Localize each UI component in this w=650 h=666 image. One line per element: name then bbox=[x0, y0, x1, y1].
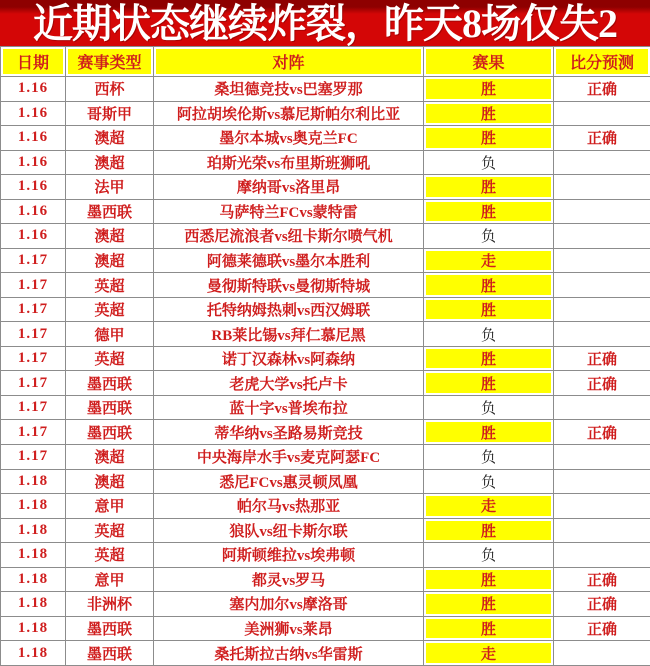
match-cell: 美洲狮vs莱昂 bbox=[154, 616, 424, 641]
date-cell: 1.17 bbox=[1, 346, 66, 371]
league-cell: 意甲 bbox=[66, 494, 154, 519]
date-cell: 1.16 bbox=[1, 224, 66, 249]
result-cell: 负 bbox=[424, 469, 554, 494]
prediction-cell bbox=[554, 444, 650, 469]
prediction-cell: 正确 bbox=[554, 592, 650, 617]
league-cell: 英超 bbox=[66, 346, 154, 371]
result-cell: 胜 bbox=[424, 175, 554, 200]
prediction-cell: 正确 bbox=[554, 126, 650, 151]
league-cell: 德甲 bbox=[66, 322, 154, 347]
headline-banner bbox=[0, 0, 650, 46]
table-row bbox=[1, 346, 650, 371]
match-cell: 阿德莱德联vs墨尔本胜利 bbox=[154, 248, 424, 273]
prediction-cell bbox=[554, 273, 650, 298]
match-cell: 蒂华纳vs圣路易斯竞技 bbox=[154, 420, 424, 445]
date-cell: 1.18 bbox=[1, 616, 66, 641]
prediction-cell bbox=[554, 224, 650, 249]
match-cell: 老虎大学vs托卢卡 bbox=[154, 371, 424, 396]
date-cell: 1.17 bbox=[1, 297, 66, 322]
column-header: 赛事类型 bbox=[66, 47, 154, 77]
date-cell: 1.17 bbox=[1, 273, 66, 298]
result-cell: 胜 bbox=[424, 420, 554, 445]
result-cell: 胜 bbox=[424, 346, 554, 371]
prediction-cell bbox=[554, 101, 650, 126]
result-cell: 走 bbox=[424, 641, 554, 666]
league-cell: 英超 bbox=[66, 297, 154, 322]
match-cell: 马萨特兰FCvs蒙特雷 bbox=[154, 199, 424, 224]
league-cell: 澳超 bbox=[66, 126, 154, 151]
date-cell: 1.16 bbox=[1, 175, 66, 200]
league-cell: 西杯 bbox=[66, 77, 154, 102]
prediction-cell: 正确 bbox=[554, 420, 650, 445]
match-cell: 西悉尼流浪者vs纽卡斯尔喷气机 bbox=[154, 224, 424, 249]
date-cell: 1.17 bbox=[1, 420, 66, 445]
date-cell: 1.18 bbox=[1, 641, 66, 666]
date-cell: 1.16 bbox=[1, 150, 66, 175]
match-cell: RB莱比锡vs拜仁慕尼黑 bbox=[154, 322, 424, 347]
match-cell: 阿斯顿维拉vs埃弗顿 bbox=[154, 543, 424, 568]
result-cell: 胜 bbox=[424, 592, 554, 617]
date-cell: 1.18 bbox=[1, 567, 66, 592]
prediction-cell bbox=[554, 543, 650, 568]
results-table bbox=[0, 46, 650, 666]
league-cell: 澳超 bbox=[66, 469, 154, 494]
prediction-cell bbox=[554, 297, 650, 322]
match-cell: 塞内加尔vs摩洛哥 bbox=[154, 592, 424, 617]
match-cell: 摩纳哥vs洛里昂 bbox=[154, 175, 424, 200]
result-cell: 胜 bbox=[424, 273, 554, 298]
date-cell: 1.17 bbox=[1, 395, 66, 420]
result-cell: 负 bbox=[424, 322, 554, 347]
result-cell: 负 bbox=[424, 395, 554, 420]
date-cell: 1.17 bbox=[1, 322, 66, 347]
result-cell: 胜 bbox=[424, 371, 554, 396]
prediction-cell bbox=[554, 248, 650, 273]
table-row bbox=[1, 567, 650, 592]
table-row bbox=[1, 150, 650, 175]
result-cell: 胜 bbox=[424, 518, 554, 543]
result-cell: 胜 bbox=[424, 297, 554, 322]
match-cell: 阿拉胡埃伦斯vs慕尼斯帕尔利比亚 bbox=[154, 101, 424, 126]
table-row bbox=[1, 273, 650, 298]
league-cell: 墨西联 bbox=[66, 641, 154, 666]
prediction-cell bbox=[554, 322, 650, 347]
date-cell: 1.18 bbox=[1, 518, 66, 543]
table-row bbox=[1, 641, 650, 666]
table-row bbox=[1, 77, 650, 102]
table-row bbox=[1, 469, 650, 494]
league-cell: 意甲 bbox=[66, 567, 154, 592]
league-cell: 非洲杯 bbox=[66, 592, 154, 617]
result-cell: 负 bbox=[424, 224, 554, 249]
league-cell: 墨西联 bbox=[66, 371, 154, 396]
table-row bbox=[1, 175, 650, 200]
prediction-cell bbox=[554, 150, 650, 175]
league-cell: 澳超 bbox=[66, 224, 154, 249]
column-header: 赛果 bbox=[424, 47, 554, 77]
prediction-cell: 正确 bbox=[554, 371, 650, 396]
result-cell: 胜 bbox=[424, 126, 554, 151]
match-cell: 狼队vs纽卡斯尔联 bbox=[154, 518, 424, 543]
date-cell: 1.18 bbox=[1, 543, 66, 568]
match-cell: 桑托斯拉古纳vs华雷斯 bbox=[154, 641, 424, 666]
league-cell: 澳超 bbox=[66, 444, 154, 469]
result-cell: 胜 bbox=[424, 77, 554, 102]
league-cell: 法甲 bbox=[66, 175, 154, 200]
date-cell: 1.16 bbox=[1, 77, 66, 102]
header-row bbox=[1, 47, 650, 77]
table-row bbox=[1, 395, 650, 420]
match-cell: 托特纳姆热刺vs西汉姆联 bbox=[154, 297, 424, 322]
table-row bbox=[1, 420, 650, 445]
prediction-cell: 正确 bbox=[554, 346, 650, 371]
league-cell: 澳超 bbox=[66, 248, 154, 273]
league-cell: 英超 bbox=[66, 273, 154, 298]
league-cell: 哥斯甲 bbox=[66, 101, 154, 126]
result-cell: 胜 bbox=[424, 567, 554, 592]
match-cell: 珀斯光荣vs布里斯班狮吼 bbox=[154, 150, 424, 175]
match-cell: 中央海岸水手vs麦克阿瑟FC bbox=[154, 444, 424, 469]
prediction-cell bbox=[554, 641, 650, 666]
match-cell: 帕尔马vs热那亚 bbox=[154, 494, 424, 519]
prediction-cell: 正确 bbox=[554, 567, 650, 592]
date-cell: 1.18 bbox=[1, 592, 66, 617]
table-row bbox=[1, 592, 650, 617]
table-row bbox=[1, 371, 650, 396]
league-cell: 英超 bbox=[66, 518, 154, 543]
table-row bbox=[1, 543, 650, 568]
match-cell: 诺丁汉森林vs阿森纳 bbox=[154, 346, 424, 371]
table-row bbox=[1, 199, 650, 224]
table-row bbox=[1, 494, 650, 519]
date-cell: 1.18 bbox=[1, 469, 66, 494]
column-header: 对阵 bbox=[154, 47, 424, 77]
prediction-cell bbox=[554, 494, 650, 519]
match-cell: 悉尼FCvs惠灵顿凤凰 bbox=[154, 469, 424, 494]
date-cell: 1.17 bbox=[1, 371, 66, 396]
league-cell: 墨西联 bbox=[66, 199, 154, 224]
date-cell: 1.16 bbox=[1, 126, 66, 151]
date-cell: 1.18 bbox=[1, 494, 66, 519]
date-cell: 1.16 bbox=[1, 199, 66, 224]
result-cell: 负 bbox=[424, 150, 554, 175]
table-row bbox=[1, 444, 650, 469]
result-cell: 胜 bbox=[424, 616, 554, 641]
match-cell: 蓝十字vs普埃布拉 bbox=[154, 395, 424, 420]
prediction-cell bbox=[554, 175, 650, 200]
prediction-cell bbox=[554, 518, 650, 543]
match-cell: 曼彻斯特联vs曼彻斯特城 bbox=[154, 273, 424, 298]
table-row bbox=[1, 248, 650, 273]
result-cell: 走 bbox=[424, 248, 554, 273]
table-row bbox=[1, 518, 650, 543]
table-row bbox=[1, 297, 650, 322]
table-row bbox=[1, 616, 650, 641]
match-cell: 都灵vs罗马 bbox=[154, 567, 424, 592]
prediction-cell bbox=[554, 469, 650, 494]
result-cell: 负 bbox=[424, 543, 554, 568]
match-cell: 墨尔本城vs奥克兰FC bbox=[154, 126, 424, 151]
table-row bbox=[1, 126, 650, 151]
league-cell: 澳超 bbox=[66, 150, 154, 175]
league-cell: 墨西联 bbox=[66, 395, 154, 420]
league-cell: 墨西联 bbox=[66, 420, 154, 445]
prediction-cell bbox=[554, 199, 650, 224]
column-header: 日期 bbox=[1, 47, 66, 77]
date-cell: 1.16 bbox=[1, 101, 66, 126]
headline-title: 近期状态继续炸裂，昨天8场仅失2 bbox=[33, 1, 617, 46]
prediction-cell: 正确 bbox=[554, 77, 650, 102]
league-cell: 英超 bbox=[66, 543, 154, 568]
table-row bbox=[1, 101, 650, 126]
date-cell: 1.17 bbox=[1, 248, 66, 273]
table-row bbox=[1, 322, 650, 347]
table-row bbox=[1, 224, 650, 249]
date-cell: 1.17 bbox=[1, 444, 66, 469]
prediction-cell: 正确 bbox=[554, 616, 650, 641]
league-cell: 墨西联 bbox=[66, 616, 154, 641]
column-header: 比分预测 bbox=[554, 47, 650, 77]
table-body bbox=[1, 77, 650, 666]
result-cell: 走 bbox=[424, 494, 554, 519]
result-cell: 负 bbox=[424, 444, 554, 469]
result-cell: 胜 bbox=[424, 199, 554, 224]
prediction-cell bbox=[554, 395, 650, 420]
result-cell: 胜 bbox=[424, 101, 554, 126]
match-cell: 桑坦德竞技vs巴塞罗那 bbox=[154, 77, 424, 102]
